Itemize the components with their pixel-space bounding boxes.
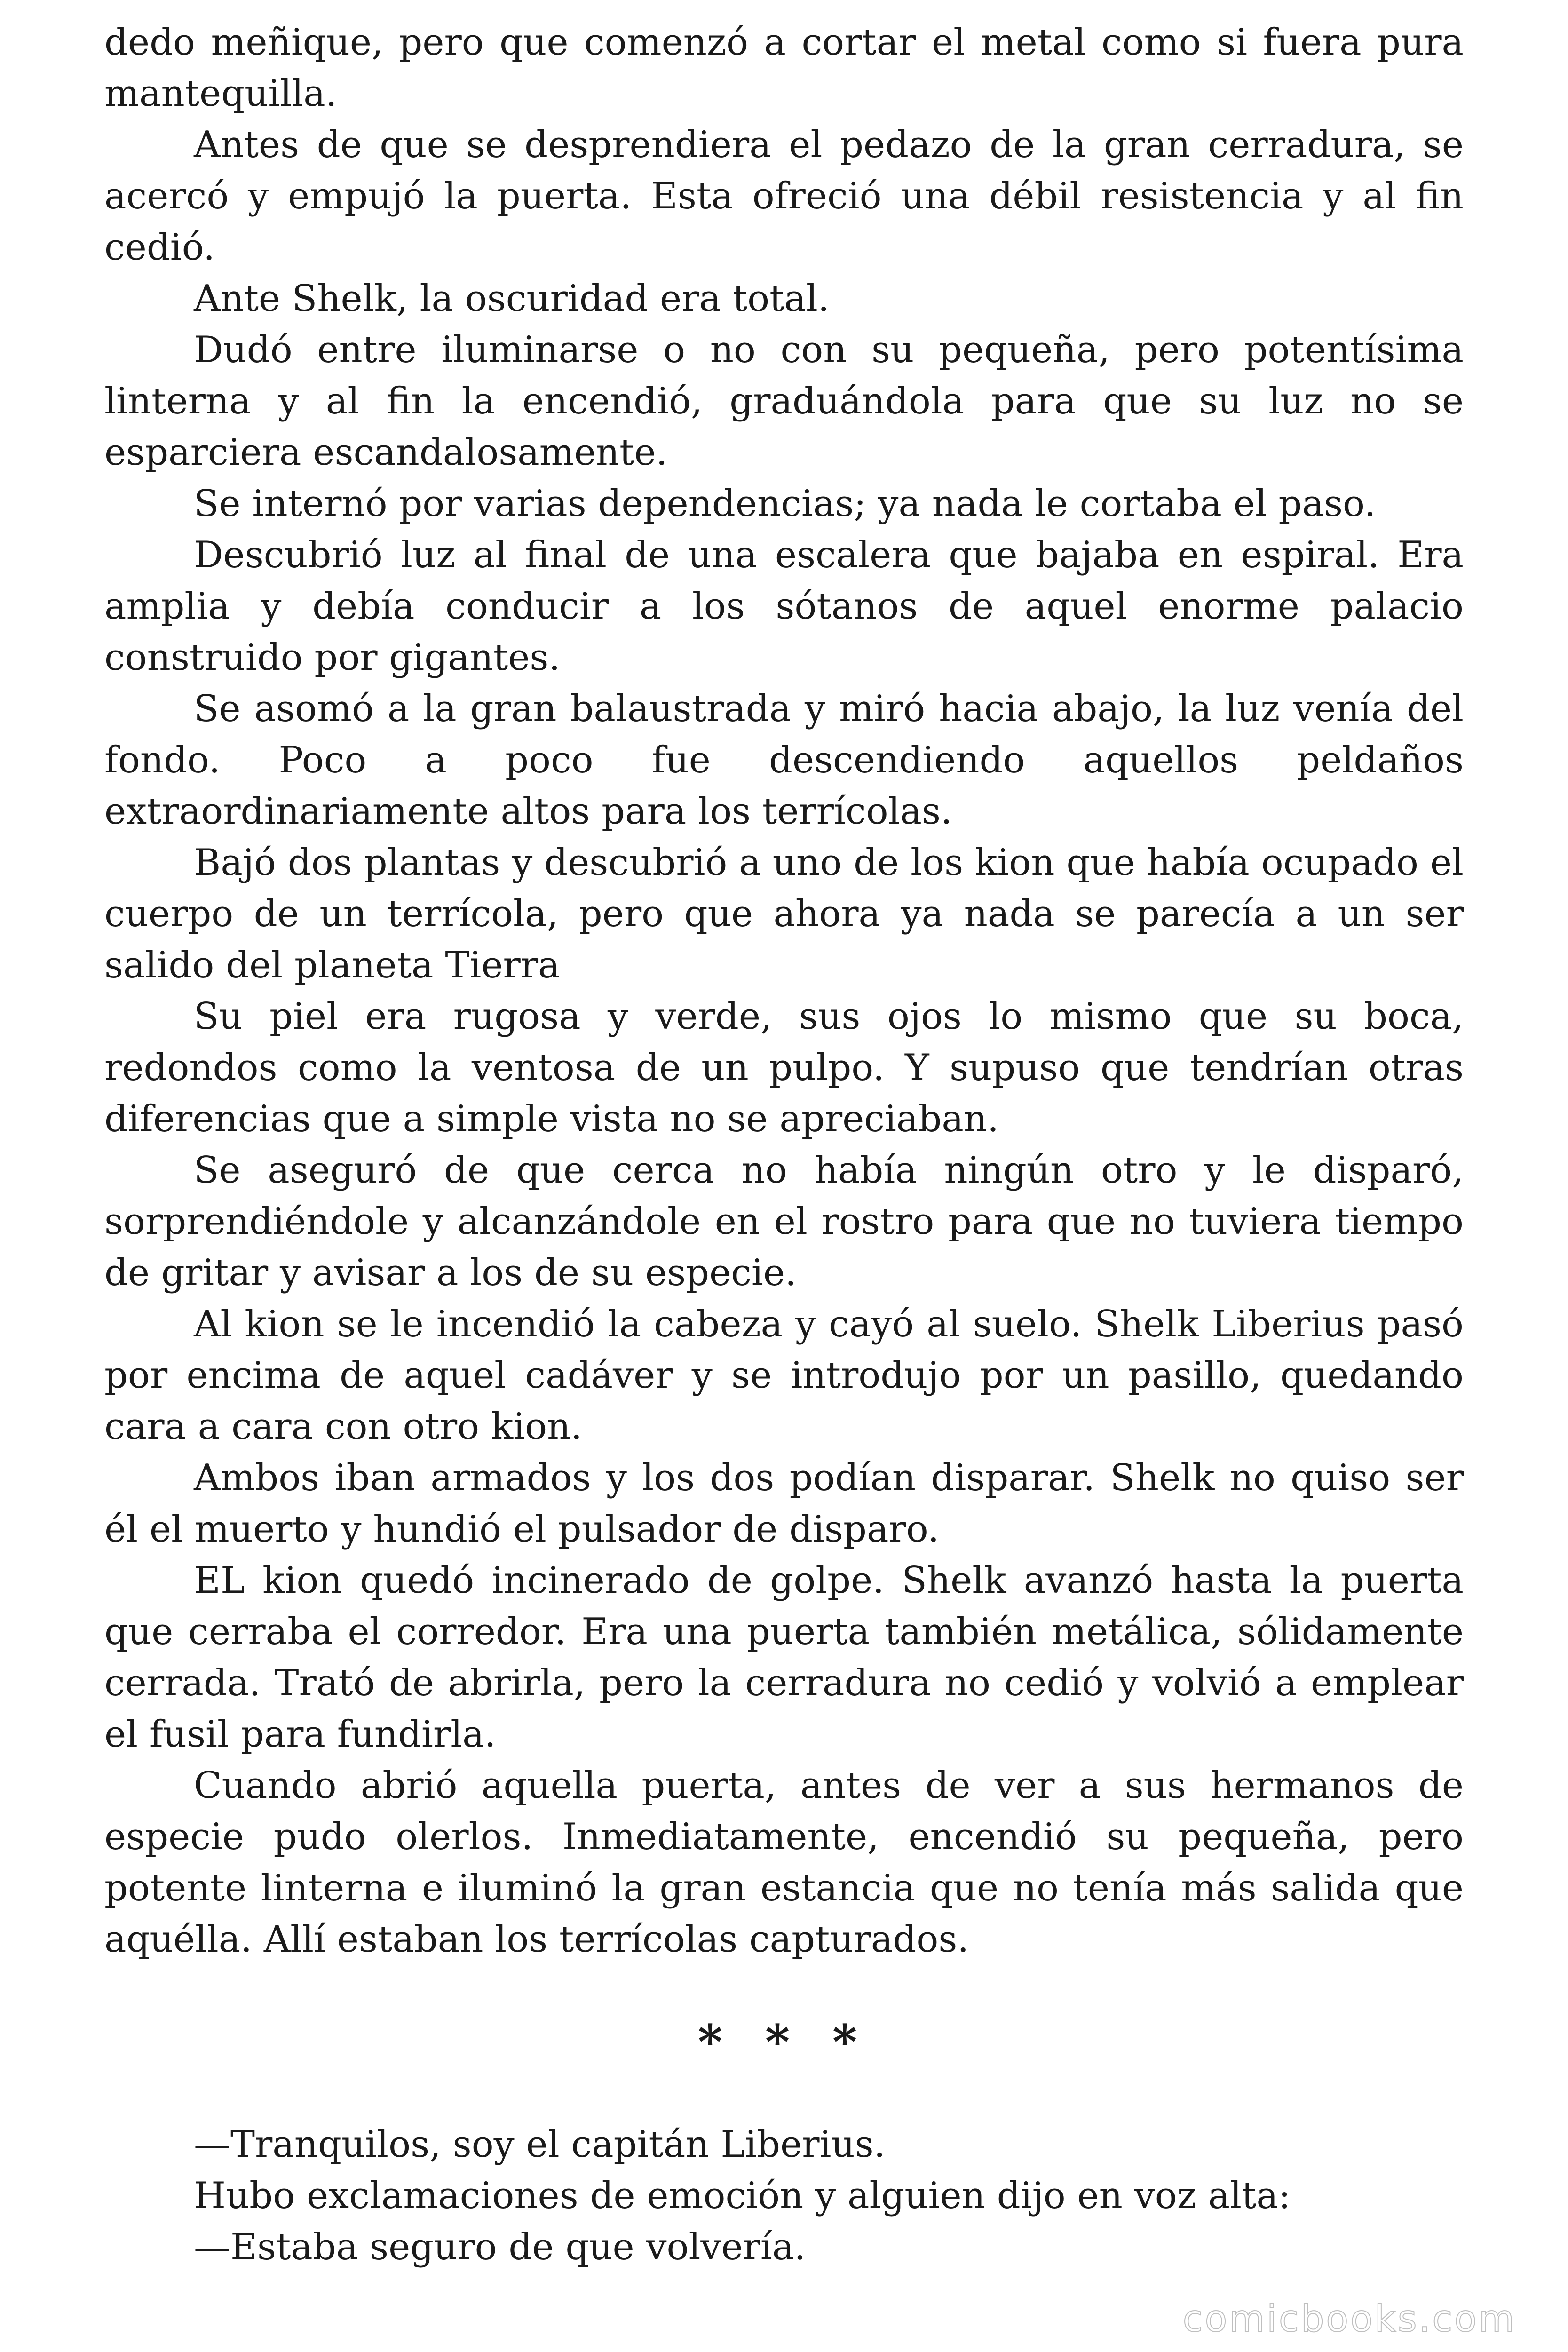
paragraph-6: Descubrió luz al final de una escalera que bajaba en espiral. Era amplia y debía conducir a los sótanos de aquel enorme palacio construido por gigantes. bbox=[104, 534, 1464, 679]
paragraph-9: Su piel era rugosa y verde, sus ojos lo mismo que su boca, redondos como la ventosa de un pulpo. Y supuso que tendrían otras diferencias que a simple vista no se apreciaban. bbox=[104, 995, 1464, 1140]
paragraph-1: dedo meñique, pero que comenzó a cortar el metal como si fuera pura mantequilla. bbox=[104, 21, 1464, 115]
dialogue-line-3: —Estaba seguro de que volvería. bbox=[194, 2226, 806, 2268]
section-separator: * * * bbox=[697, 2014, 871, 2070]
paragraph-2: Antes de que se desprendiera el pedazo de la gran cerradura, se acercó y empujó la puerta. Esta ofreció una débil resistencia y al fin cedió. bbox=[104, 124, 1464, 269]
paragraph-10: Se aseguró de que cerca no había ningún otro y le disparó, sorprendiéndole y alcanzándole en el rostro para que no tuviera tiempo de gritar y avisar a los de su especie. bbox=[104, 1149, 1464, 1294]
dialogue-line-2: Hubo exclamaciones de emoción y alguien dijo en voz alta: bbox=[194, 2175, 1291, 2217]
paragraph-4: Dudó entre iluminarse o no con su pequeña, pero potentísima linterna y al fin la encendió, graduándola para que su luz no se esparciera escandalosamente. bbox=[104, 329, 1464, 474]
paragraph-7: Se asomó a la gran balaustrada y miró hacia abajo, la luz venía del fondo. Poco a poco fue descendiendo aquellos peldaños extraordinariamente altos para los terrícolas. bbox=[104, 688, 1464, 833]
watermark-logo: comicbooks.com bbox=[1182, 2298, 1516, 2340]
paragraph-8: Bajó dos plantas y descubrió a uno de los kion que había ocupado el cuerpo de un terrícola, pero que ahora ya nada se parecía a un ser salido del planeta Tierra bbox=[104, 842, 1464, 986]
paragraph-11: Al kion se le incendió la cabeza y cayó al suelo. Shelk Liberius pasó por encima de aquel cadáver y se introdujo por un pasillo, quedando cara a cara con otro kion. bbox=[104, 1303, 1464, 1448]
dialogue-line-1: —Tranquilos, soy el capitán Liberius. bbox=[194, 2123, 886, 2166]
page-text-body bbox=[104, 17, 1464, 2273]
paragraph-5: Se internó por varias dependencias; ya nada le cortaba el paso. bbox=[194, 483, 1376, 525]
paragraph-14: Cuando abrió aquella puerta, antes de ver a sus hermanos de especie pudo olerlos. Inmediatamente, encendió su pequeña, pero potente linterna e iluminó la gran estancia que no tenía más salida que aquélla. Allí estaban los terrícolas capturados. bbox=[104, 1764, 1464, 1961]
paragraph-12: Ambos iban armados y los dos podían disparar. Shelk no quiso ser él el muerto y hundió el pulsador de disparo. bbox=[104, 1457, 1464, 1550]
paragraph-3: Ante Shelk, la oscuridad era total. bbox=[194, 278, 830, 320]
paragraph-13: EL kion quedó incinerado de golpe. Shelk avanzó hasta la puerta que cerraba el corredor. Era una puerta también metálica, sólidamente cerrada. Trató de abrirla, pero la cerradura no cedió y volvió a emplear el fusil para fundirla. bbox=[104, 1559, 1464, 1756]
